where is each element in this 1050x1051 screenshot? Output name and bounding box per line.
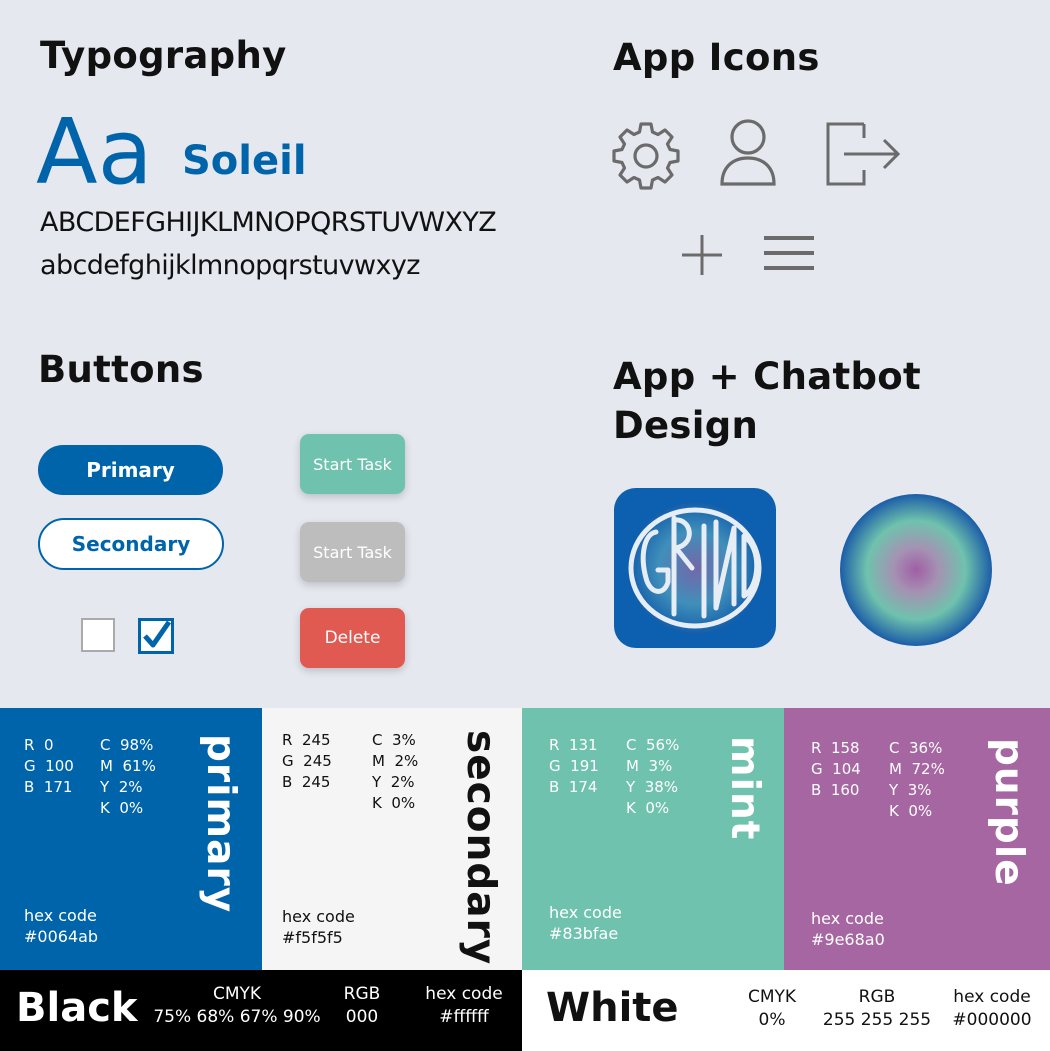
swatch-mint — [522, 708, 784, 970]
swatch-black — [0, 970, 522, 1051]
white-cmyk: CMYK 0% — [747, 987, 797, 1030]
purple-hex: hex code #9e68a0 — [811, 909, 885, 949]
primary-label: primary — [198, 734, 243, 914]
app-icons-heading: App Icons — [613, 36, 820, 79]
swatch-purple — [784, 708, 1050, 970]
buttons-heading: Buttons — [38, 348, 204, 391]
start-task-button[interactable]: Start Task — [300, 434, 405, 494]
plus-icon[interactable] — [680, 233, 724, 277]
start-task-button-disabled[interactable]: Start Task — [300, 522, 405, 582]
checkbox-checked[interactable] — [138, 618, 174, 654]
mint-rgb: R 131 G 191 B 174 — [549, 736, 599, 796]
white-hex: hex code #000000 — [952, 987, 1032, 1030]
secondary-cmyk: C 3% M 2% Y 2% K 0% — [372, 731, 419, 812]
chatbot-heading-line2: Design — [613, 404, 759, 447]
primary-rgb: R 0 G 100 B 171 — [24, 736, 74, 796]
delete-button[interactable]: Delete — [300, 608, 405, 668]
secondary-label: secondary — [458, 730, 503, 966]
black-hex: hex code #ffffff — [425, 984, 503, 1027]
font-name: Soleil — [182, 138, 307, 184]
user-icon[interactable] — [718, 118, 778, 186]
mint-label: mint — [722, 736, 767, 841]
checkbox-unchecked[interactable] — [81, 618, 115, 652]
logout-icon[interactable] — [824, 122, 902, 186]
mint-hex: hex code #83bfae — [549, 903, 622, 943]
swatch-primary — [0, 708, 262, 970]
chatbot-orb-icon — [838, 492, 994, 648]
mint-cmyk: C 56% M 3% Y 38% K 0% — [626, 736, 680, 817]
purple-rgb: R 158 G 104 B 160 — [811, 739, 861, 799]
purple-label: purple — [986, 738, 1031, 887]
primary-cmyk: C 98% M 61% Y 2% K 0% — [100, 736, 156, 817]
swatch-white — [522, 970, 1050, 1051]
uppercase-alphabet: ABCDEFGHIJKLMNOPQRSTUVWXYZ — [40, 207, 497, 238]
black-label: Black — [16, 985, 138, 1031]
white-label: White — [546, 985, 679, 1031]
chatbot-heading-line1: App + Chatbot — [613, 355, 922, 398]
secondary-rgb: R 245 G 245 B 245 — [282, 731, 332, 791]
black-cmyk: CMYK 75% 68% 67% 90% — [153, 984, 321, 1027]
typography-heading: Typography — [40, 34, 287, 77]
menu-icon[interactable] — [762, 234, 816, 274]
lowercase-alphabet: abcdefghijklmnopqrstuvwxyz — [40, 250, 420, 281]
white-rgb: RGB 255 255 255 — [822, 987, 932, 1030]
font-sample-aa: Aa — [36, 100, 153, 205]
secondary-button[interactable]: Secondary — [38, 518, 224, 570]
gear-icon[interactable] — [610, 120, 682, 192]
black-rgb: RGB 000 — [343, 984, 381, 1027]
primary-hex: hex code #0064ab — [24, 906, 99, 946]
primary-button[interactable]: Primary — [38, 445, 223, 495]
swatch-secondary — [262, 708, 522, 970]
purple-cmyk: C 36% M 72% Y 3% K 0% — [889, 739, 945, 820]
app-logo-icon — [612, 486, 778, 650]
secondary-hex: hex code #f5f5f5 — [282, 907, 355, 947]
